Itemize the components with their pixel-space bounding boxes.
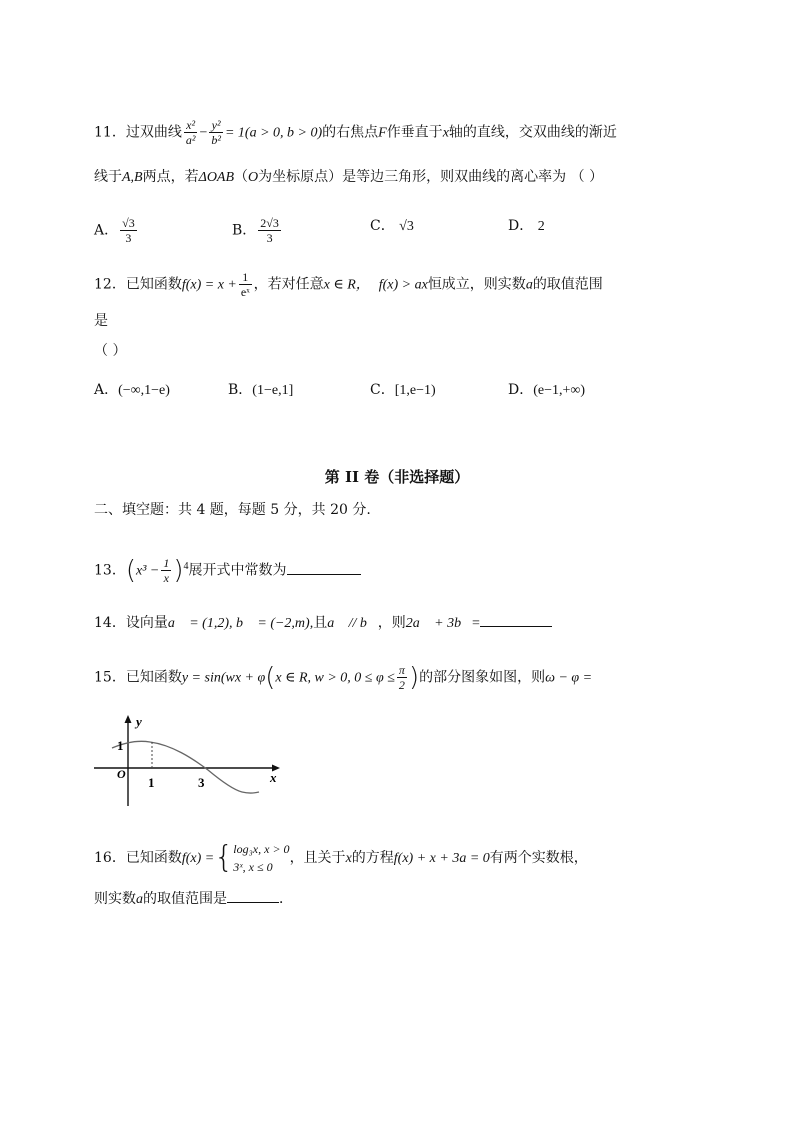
q15-line: 15．已知函数y = sin(wx + φ(x ∈ R, w > 0, 0 ≤ φ ≤ $\frac{\pi}{2}$ )的部分图象如图，则ω − φ = xyxy=(94,662,593,693)
q14-line: 14．设向量a⃗ = (1,2), b⃗ = (−2,m),且a⃗ // b⃗，则2a⃗ + 3b⃗= xyxy=(94,612,552,634)
q12-option-c: C．[1,e−1) xyxy=(370,382,436,398)
origin-label: O xyxy=(117,767,126,781)
q13-number: 13． xyxy=(94,562,126,579)
y-axis-arrow-icon xyxy=(125,715,132,723)
tick-1-x: 1 xyxy=(148,775,155,790)
section-subtitle: 二、填空题：共 4 题，每题 5 分，共 20 分. xyxy=(94,502,371,518)
q16-line2: 则实数a的取值范围是 ． xyxy=(94,888,293,910)
q12-option-a: A．(−∞,1−e) xyxy=(94,382,170,398)
tick-1-y: 1 xyxy=(117,738,124,753)
tick-3-x: 3 xyxy=(198,775,205,790)
q15-graph xyxy=(92,712,288,808)
q11-option-a: A． $\frac{√3}{3}$ xyxy=(94,216,135,245)
q11-frac-x: $\frac{\text{x²}}{\text{a²}}$ xyxy=(185,118,196,147)
q14-answer-blank xyxy=(480,612,552,627)
q11-number: 11． xyxy=(94,124,126,141)
q16-answer-blank xyxy=(227,888,279,903)
sine-curve xyxy=(112,741,259,793)
q11-line1: 11．过双曲线 $\frac{\text{x²}}{\text{a²}}$ − $\frac{\text{y²}}{\text{b²}}$ = 1(a > 0, b > 0)的右焦点F作垂直于x轴的直线，交双曲线的渐近 xyxy=(94,118,617,147)
q12-option-b: B．(1−e,1] xyxy=(228,382,294,398)
section-title: 第 II 卷（非选择题） xyxy=(324,468,470,486)
q16-number: 16． xyxy=(94,850,126,866)
q12-line2: 是 xyxy=(94,313,108,329)
q12-number: 12． xyxy=(94,276,126,293)
q11-line2: 线于A,B两点，若ΔOAB（O为坐标原点）是等边三角形，则双曲线的离心率为 （ ） xyxy=(94,169,604,185)
q11-option-c: C． √3 xyxy=(370,218,414,234)
q12-option-d: D．(e−1,+∞) xyxy=(508,382,586,398)
y-label: y xyxy=(136,714,142,729)
q13-line: 13．(x³ − $\frac{1}{x}$ )$^4$展开式中常数为 xyxy=(94,556,361,585)
q13-answer-blank xyxy=(287,560,361,575)
q16-line1: 16．已知函数f(x) ={ log₃x, x > 0 3ˣ, x ≤ 0 ，且关于x的方程f(x) + x + 3a = 0有两个实数根， xyxy=(94,840,588,875)
q14-number: 14． xyxy=(94,615,126,631)
x-label: x xyxy=(270,770,277,785)
q11-option-d: D． 2 xyxy=(508,218,545,234)
q11-frac-y: $\frac{\text{y²}}{\text{b²}}$ xyxy=(211,118,221,147)
q11-option-b: B． $\frac{2√3}{3}$ xyxy=(232,216,279,245)
q15-number: 15． xyxy=(94,669,126,686)
q12-line1: 12．已知函数f(x) = x + $\frac{1}{\text{eˣ}}$ ，若对任意x ∈ R， f(x) > ax恒成立，则实数a的取值范围 xyxy=(94,270,603,299)
q12-line3: （ ） xyxy=(94,343,127,359)
